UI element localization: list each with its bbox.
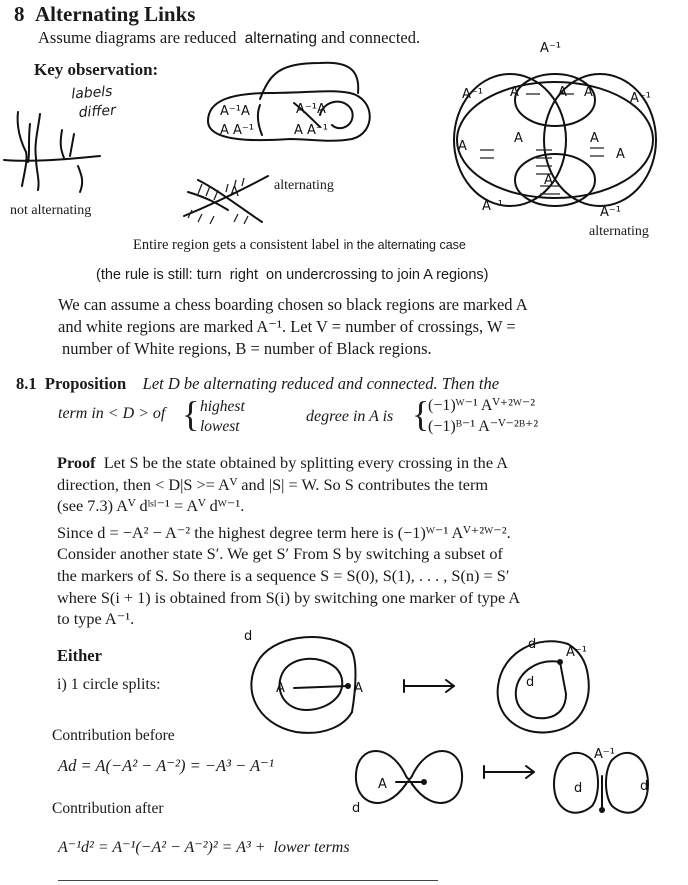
proposition-degree: degree in A is	[306, 408, 394, 425]
assumption-line: Assume diagrams are reduced alternating and connected.	[38, 28, 421, 47]
proposition-term: term in < D > of	[58, 405, 166, 422]
handwritten-note: labels differ	[70, 83, 117, 122]
alternating-sketch	[178, 170, 278, 230]
label-d: d	[244, 629, 253, 644]
label-a: A	[616, 147, 625, 162]
label-a: A	[590, 131, 599, 146]
maps-to-arrow	[400, 676, 460, 696]
contribution-before-equation: Ad = A(−A² − A⁻²) = −A³ − A⁻¹	[58, 756, 274, 775]
contribution-after-label: Contribution after	[52, 800, 164, 817]
circle-split-before	[240, 628, 380, 738]
label-a-inv: A⁻¹	[566, 645, 587, 660]
label-a: A	[514, 131, 523, 146]
either-case-label: i) 1 circle splits:	[57, 676, 161, 693]
not-alternating-label: not alternating	[10, 203, 92, 218]
label-d: d	[640, 779, 649, 794]
label-d: d	[528, 637, 537, 652]
brace-options: highest lowest	[200, 398, 245, 435]
label-d: d	[526, 675, 535, 690]
label-a-inv: A⁻¹	[540, 41, 561, 56]
label-d: d	[352, 801, 361, 816]
section-title: Alternating Links	[35, 2, 196, 26]
bottom-rule	[58, 880, 438, 881]
degree-cases: (−1)ᵂ⁻¹ Aⱽ⁺²ᵂ⁻² (−1)ᴮ⁻¹ A⁻ⱽ⁻²ᴮ⁺²	[428, 397, 539, 435]
label-a-inv: A⁻¹	[462, 87, 483, 102]
proposition-number: 8.1	[16, 374, 37, 393]
label-a: A A⁻¹	[294, 123, 328, 138]
non-alternating-sketch	[0, 100, 120, 205]
label-a: A	[230, 185, 239, 200]
brace-left: {	[182, 394, 200, 434]
label-a: A A⁻¹	[220, 123, 254, 138]
proof-heading: Proof	[57, 453, 96, 472]
label-a: A	[458, 139, 467, 154]
label-a-inv: A⁻¹A	[296, 102, 326, 117]
section-heading	[14, 2, 195, 27]
label-a-inv: A⁻¹	[594, 747, 615, 762]
contribution-after-equation: A⁻¹d² = A⁻¹(−A² − A⁻²)² = A³ + lower terms	[58, 839, 350, 856]
two-circle-before	[350, 738, 470, 818]
label-a-inv: A⁻¹	[630, 91, 651, 106]
brace-right: {	[412, 394, 430, 434]
label-a: A	[584, 85, 593, 100]
alternating-label-right: alternating	[589, 224, 649, 239]
label-a: A	[544, 173, 553, 188]
label-a: A	[510, 85, 519, 100]
label-a: A	[558, 85, 567, 100]
figure-caption: Entire region gets a consistent label in the alternating case	[133, 237, 466, 253]
middle-link-diagram	[200, 55, 380, 155]
proposition-line1: 8.1 Proposition Let D be alternating reduced and connected. Then the	[16, 374, 500, 393]
label-a: A	[354, 681, 363, 696]
label-d: d	[574, 781, 583, 796]
either-heading: Either	[57, 646, 102, 665]
label-a-inv: A⁻¹	[600, 205, 621, 220]
rule-note: (the rule is still: turn right on undercrossing to join A regions)	[96, 267, 489, 283]
proposition-heading: Proposition	[44, 374, 127, 393]
label-a: A	[276, 681, 285, 696]
label-a-inv: A⁻¹A	[220, 104, 250, 119]
two-circle-after	[546, 736, 656, 826]
contribution-before-label: Contribution before	[52, 727, 175, 744]
proof-block: Proof Let S be the state obtained by splitting every crossing in the A direction, then < D|S >= Aⱽ and |S| = W. So S contributes the term (see 7.3) Aⱽ dˡˢˡ⁻¹ = Aⱽ dᵂ⁻¹. Since d = −A² − A⁻² the highest degree term here is (−1)ᵂ⁻¹ Aⱽ⁺²ᵂ⁻². Consider another state S′. We get S′ From S by switching a subset of the markers of S. So there is a sequence S = S(0), S(1), . . . , S(n) = S′ where S(i + 1) is obtained from S(i) by switching one marker of type A to type A⁻¹.	[57, 453, 521, 629]
maps-to-arrow	[480, 762, 540, 782]
label-a-inv: A⁻¹	[482, 199, 503, 214]
right-link-diagram	[440, 40, 670, 220]
label-a: A	[378, 777, 387, 792]
circle-split-after	[488, 632, 598, 742]
section-number: 8	[14, 2, 25, 26]
key-observation-heading: Key observation:	[34, 60, 159, 79]
alternating-label-small: alternating	[274, 178, 334, 193]
chessboard-paragraph: We can assume a chess boarding chosen so black regions are marked A and white regions are marked A⁻¹. Let V = number of crossings, W = number of White regions, B = number of Black regions.	[58, 295, 528, 358]
